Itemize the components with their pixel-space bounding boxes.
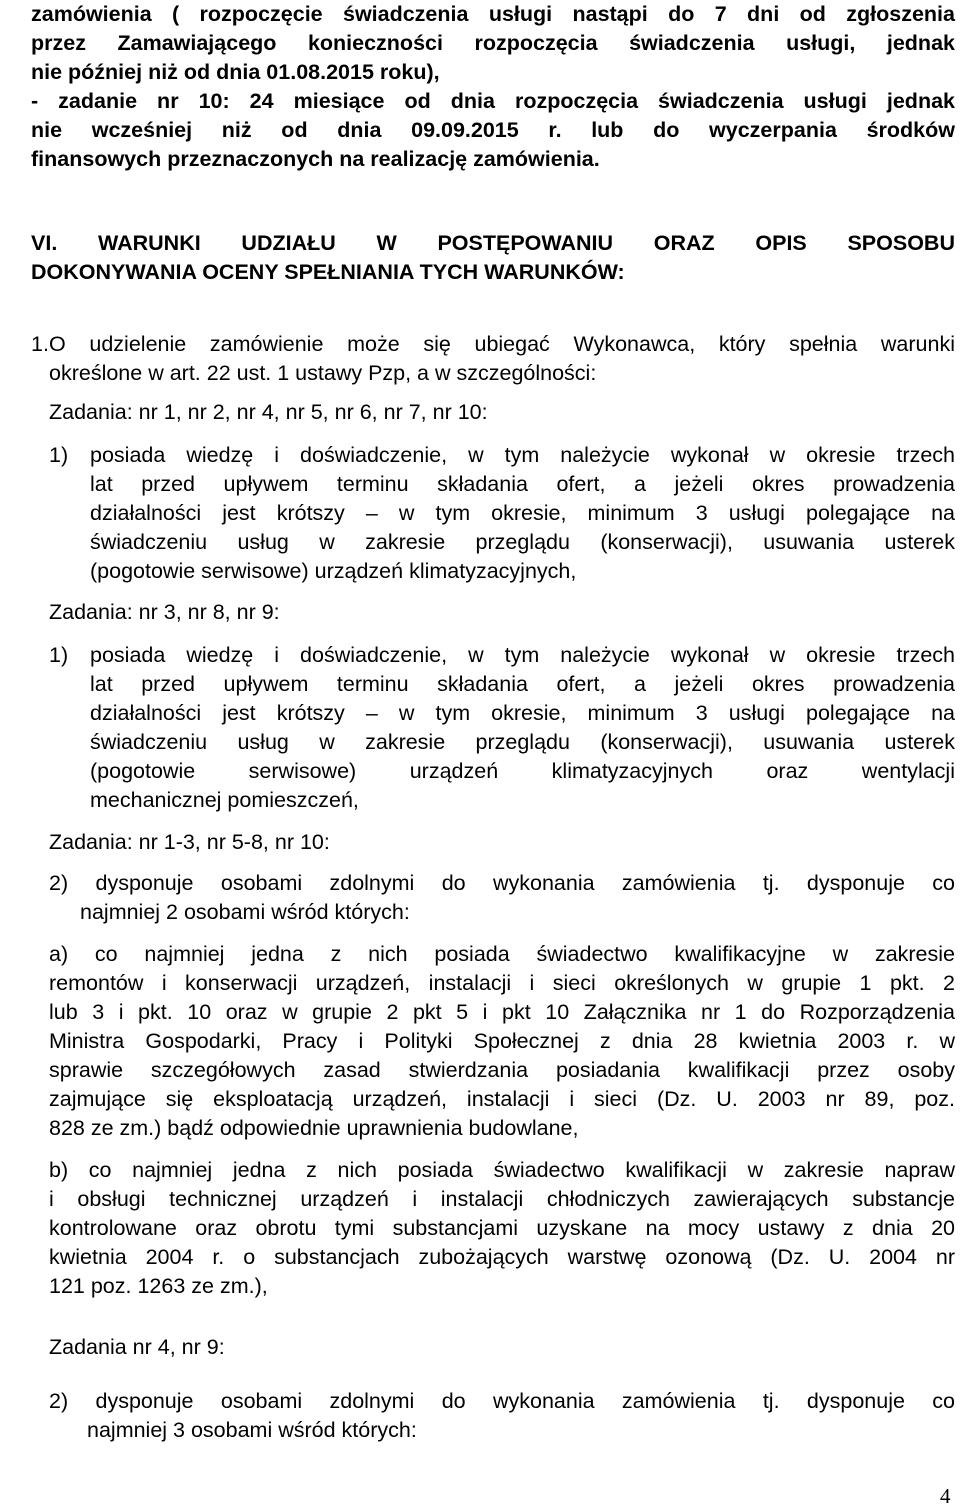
tasks-heading-a: Zadania: nr 1, nr 2, nr 4, nr 5, nr 6, nr 7, nr 10:: [49, 400, 488, 424]
group-c-a-line-5: sprawie szczegółowych zasad stwierdzania posiadania kwalifikacji przez osoby: [49, 1058, 955, 1082]
tasks-heading-b: Zadania: nr 3, nr 8, nr 9:: [49, 600, 280, 624]
group-b-number: 1): [49, 643, 69, 667]
group-d-point-2-line-1: 2) dysponuje osobami zdolnymi do wykonania zamówienia tj. dysponuje co: [49, 1389, 955, 1413]
tasks-heading-d: Zadania nr 4, nr 9:: [49, 1335, 225, 1359]
tasks-heading-c: Zadania: nr 1-3, nr 5-8, nr 10:: [49, 830, 330, 854]
group-a-number: 1): [49, 443, 69, 467]
group-a-line-1: posiada wiedzę i doświadczenie, w tym należycie wykonał w okresie trzech: [90, 443, 955, 467]
page-number: 4: [940, 1484, 951, 1508]
group-c-point-2-line-1: 2) dysponuje osobami zdolnymi do wykonania zamówienia tj. dysponuje co: [49, 871, 955, 895]
intro-line-4: - zadanie nr 10: 24 miesiące od dnia rozpoczęcia świadczenia usługi jednak: [31, 89, 955, 113]
group-a-line-4: świadczeniu usług w zakresie przeglądu (konserwacji), usuwania usterek: [90, 530, 955, 554]
intro-line-1: zamówienia ( rozpoczęcie świadczenia usługi nastąpi do 7 dni od zgłoszenia: [31, 2, 955, 26]
group-c-b-line-3: kontrolowane oraz obrotu tymi substancjami uzyskane na mocy ustawy z dnia 20: [49, 1216, 955, 1240]
group-c-b-line-1: b) co najmniej jedna z nich posiada świadectwo kwalifikacji w zakresie napraw: [49, 1158, 955, 1182]
group-c-b-line-4: kwietnia 2004 r. o substancjach zubożających warstwę ozonową (Dz. U. 2004 nr: [49, 1245, 955, 1269]
group-c-a-line-2: remontów i konserwacji urządzeń, instalacji i sieci określonych w grupie 1 pkt. 2: [49, 971, 955, 995]
group-a-line-2: lat przed upływem terminu składania ofert, a jeżeli okres prowadzenia: [90, 472, 955, 496]
group-b-line-5: (pogotowie serwisowe) urządzeń klimatyzacyjnych oraz wentylacji: [90, 759, 955, 783]
item-1-line-1: O udzielenie zamówienie może się ubiegać Wykonawca, który spełnia warunki: [49, 332, 955, 356]
section-heading-line-2: DOKONYWANIA OCENY SPEŁNIANIA TYCH WARUNKÓW:: [31, 260, 625, 284]
group-a-line-5: (pogotowie serwisowe) urządzeń klimatyzacyjnych,: [90, 559, 577, 583]
group-c-a-line-6: zajmujące się eksploatacją urządzeń, instalacji i sieci (Dz. U. 2003 nr 89, poz.: [49, 1087, 955, 1111]
group-c-a-line-4: Ministra Gospodarki, Pracy i Polityki Społecznej z dnia 28 kwietnia 2003 r. w: [49, 1029, 955, 1053]
section-heading-line-1: VI. WARUNKI UDZIAŁU W POSTĘPOWANIU ORAZ OPIS SPOSOBU: [31, 231, 955, 255]
intro-line-6: finansowych przeznaczonych na realizację zamówienia.: [31, 147, 600, 171]
group-b-line-1: posiada wiedzę i doświadczenie, w tym należycie wykonał w okresie trzech: [90, 643, 955, 667]
group-c-b-line-2: i obsługi technicznej urządzeń i instalacji chłodniczych zawierających substancje: [49, 1187, 955, 1211]
group-c-b-line-5: 121 poz. 1263 ze zm.),: [49, 1274, 268, 1298]
intro-line-3: nie później niż od dnia 01.08.2015 roku),: [31, 60, 440, 84]
group-b-line-3: działalności jest krótszy – w tym okresie, minimum 3 usługi polegające na: [90, 701, 955, 725]
group-b-line-4: świadczeniu usług w zakresie przeglądu (konserwacji), usuwania usterek: [90, 730, 955, 754]
group-c-a-line-3: lub 3 i pkt. 10 oraz w grupie 2 pkt 5 i pkt 10 Załącznika nr 1 do Rozporządzenia: [49, 1000, 955, 1024]
intro-line-2: przez Zamawiającego konieczności rozpoczęcia świadczenia usługi, jednak: [31, 31, 955, 55]
group-d-point-2-line-2: najmniej 3 osobami wśród których:: [87, 1418, 417, 1442]
group-c-a-line-1: a) co najmniej jedna z nich posiada świadectwo kwalifikacyjne w zakresie: [49, 942, 955, 966]
group-b-line-6: mechanicznej pomieszczeń,: [90, 788, 359, 812]
group-c-a-line-7: 828 ze zm.) bądź odpowiednie uprawnienia budowlane,: [49, 1116, 579, 1140]
item-1-line-2: określone w art. 22 ust. 1 ustawy Pzp, a w szczególności:: [49, 361, 597, 385]
item-1-number: 1.: [31, 332, 49, 356]
intro-line-5: nie wcześniej niż od dnia 09.09.2015 r. lub do wyczerpania środków: [31, 118, 955, 142]
group-a-line-3: działalności jest krótszy – w tym okresie, minimum 3 usługi polegające na: [90, 501, 955, 525]
group-b-line-2: lat przed upływem terminu składania ofert, a jeżeli okres prowadzenia: [90, 672, 955, 696]
group-c-point-2-line-2: najmniej 2 osobami wśród których:: [80, 900, 410, 924]
